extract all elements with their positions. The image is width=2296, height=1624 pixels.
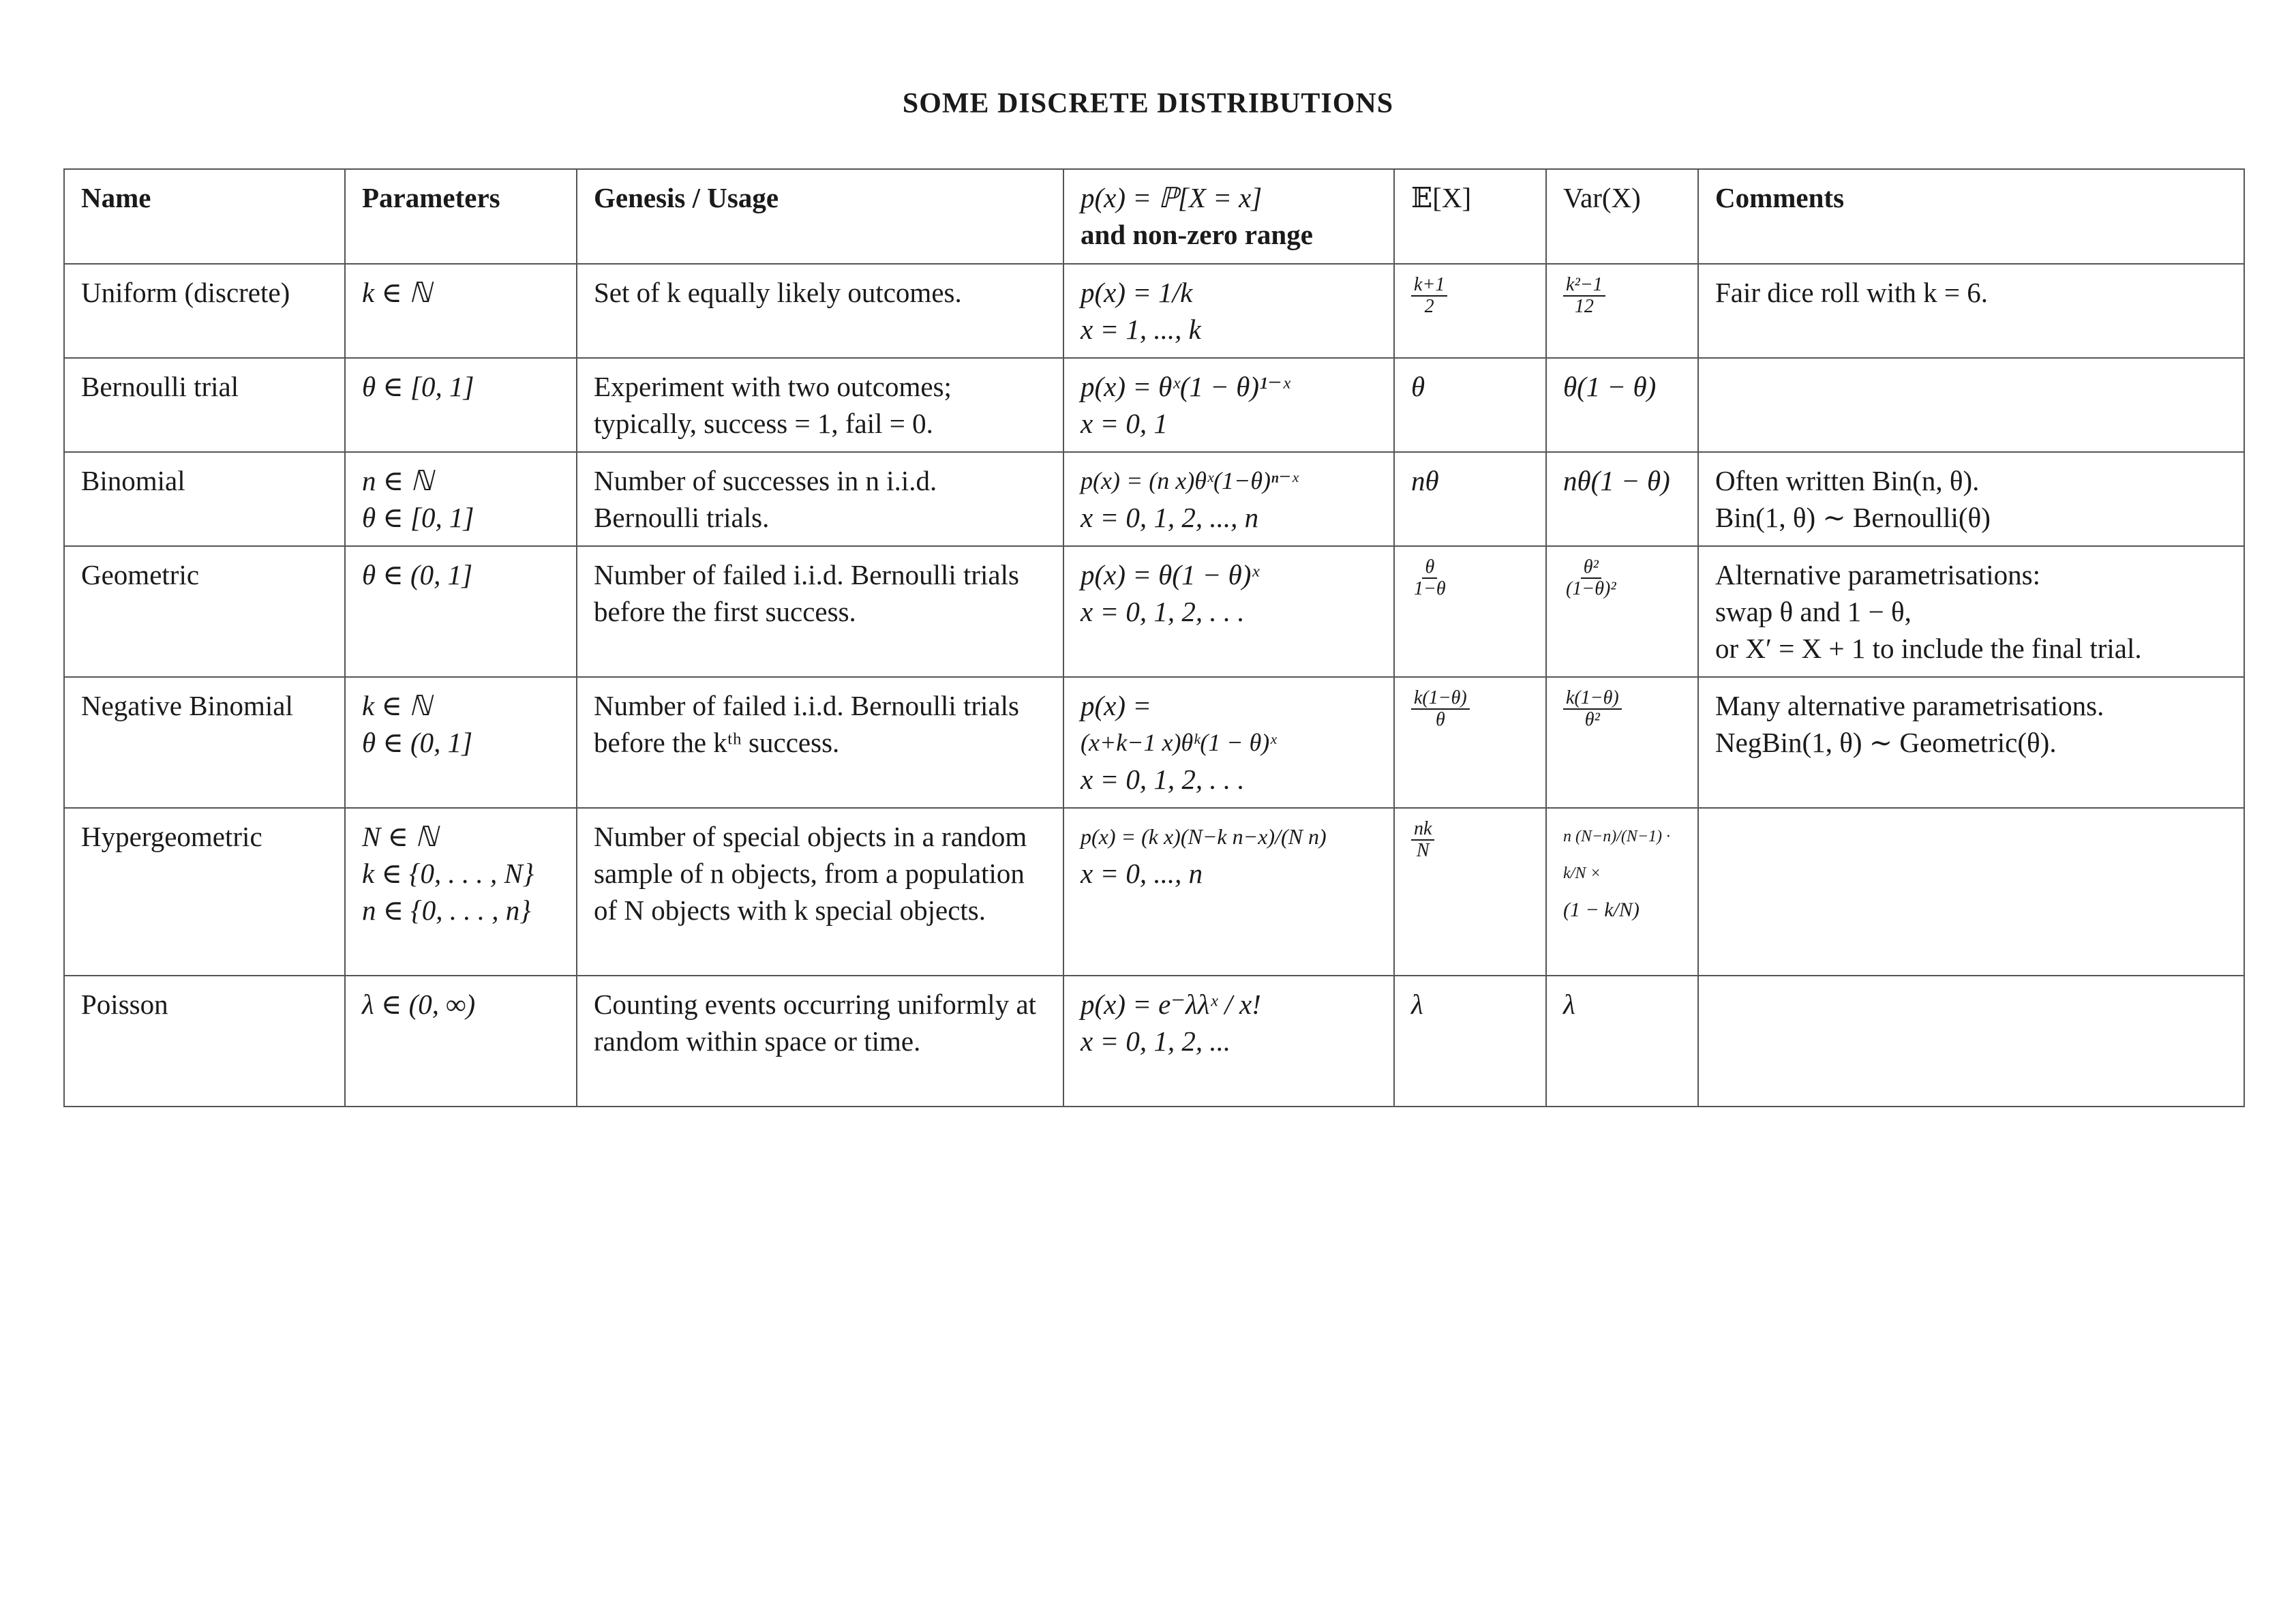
fraction: $\frac{k(1-\theta)}{\theta}$	[1411, 688, 1470, 730]
header-variance: Var(X)	[1546, 169, 1698, 264]
dist-mean: θ	[1394, 358, 1546, 452]
table-row	[64, 358, 2244, 452]
dist-name: Poisson	[64, 976, 345, 1107]
dist-name: Hypergeometric	[64, 808, 345, 976]
dist-pmf: p(x) = (x+k−1 x)θᵏ(1 − θ)ˣ x = 0, 1, 2, . . .	[1063, 677, 1394, 808]
dist-pmf: p(x) = (n x)θˣ(1−θ)ⁿ⁻ˣ x = 0, 1, 2, ..., n	[1063, 452, 1394, 546]
dist-genesis: Number of failed i.i.d. Bernoulli trials before the kᵗʰ success.	[577, 677, 1063, 808]
dist-pmf: p(x) = θ(1 − θ)ˣ x = 0, 1, 2, . . .	[1063, 546, 1394, 677]
header-comments: Comments	[1698, 169, 2244, 264]
table-row	[64, 808, 2244, 976]
table-row	[64, 976, 2244, 1107]
dist-variance: nθ(1 − θ)	[1546, 452, 1698, 546]
distributions-table	[63, 168, 2245, 1107]
dist-comments	[1698, 358, 2244, 452]
dist-mean	[1394, 546, 1546, 677]
dist-variance: λ	[1546, 976, 1698, 1107]
document-title: SOME DISCRETE DISTRIBUTIONS	[902, 88, 1394, 119]
dist-genesis: Set of k equally likely outcomes.	[577, 264, 1063, 358]
dist-comments: Often written Bin(n, θ). Bin(1, θ) ∼ Bernoulli(θ)	[1698, 452, 2244, 546]
header-mean: 𝔼[X]	[1394, 169, 1546, 264]
table-row	[64, 264, 2244, 358]
dist-mean: nθ	[1394, 452, 1546, 546]
table-row	[64, 452, 2244, 546]
dist-name: Geometric	[64, 546, 345, 677]
dist-pmf: p(x) = (k x)(N−k n−x)/(N n) x = 0, ..., n	[1063, 808, 1394, 976]
dist-params: θ ∈ (0, 1]	[345, 546, 577, 677]
fraction: $\frac{k+1}{2}$	[1411, 275, 1447, 317]
fraction: $\frac{k(1-\theta)}{\text{θ²}}$	[1563, 688, 1622, 730]
dist-comments: Fair dice roll with k = 6.	[1698, 264, 2244, 358]
header-pmf	[1063, 169, 1394, 264]
dist-name: Uniform (discrete)	[64, 264, 345, 358]
dist-genesis: Counting events occurring uniformly at random within space or time.	[577, 976, 1063, 1107]
fraction: $\frac{\text{θ²}}{\text{(1−θ)²}}$	[1566, 556, 1616, 599]
dist-genesis: Number of special objects in a random sample of n objects, from a population of N objects with k special objects.	[577, 808, 1063, 976]
dist-variance: n (N−n)/(N−1) · k/N × (1 − k/N)	[1546, 808, 1698, 976]
fraction: $\frac{nk}{N}$	[1411, 819, 1434, 861]
header-pmf-formula: p(x) = ℙ[X = x]	[1081, 182, 1263, 213]
dist-params: n ∈ ℕ θ ∈ [0, 1]	[345, 452, 577, 546]
dist-pmf: p(x) = e⁻λλˣ / x! x = 0, 1, 2, ...	[1063, 976, 1394, 1107]
dist-params: k ∈ ℕ θ ∈ (0, 1]	[345, 677, 577, 808]
dist-comments	[1698, 808, 2244, 976]
dist-name: Bernoulli trial	[64, 358, 345, 452]
dist-genesis: Number of failed i.i.d. Bernoulli trials before the first success.	[577, 546, 1063, 677]
dist-params: θ ∈ [0, 1]	[345, 358, 577, 452]
dist-comments: Many alternative parametrisations. NegBin(1, θ) ∼ Geometric(θ).	[1698, 677, 2244, 808]
dist-comments: Alternative parametrisations: swap θ and 1 − θ, or X′ = X + 1 to include the final trial.	[1698, 546, 2244, 677]
dist-mean	[1394, 677, 1546, 808]
header-name: Name	[64, 169, 345, 264]
dist-variance	[1546, 546, 1698, 677]
dist-variance: θ(1 − θ)	[1546, 358, 1698, 452]
table-row	[64, 677, 2244, 808]
dist-mean: λ	[1394, 976, 1546, 1107]
dist-name: Negative Binomial	[64, 677, 345, 808]
dist-genesis: Experiment with two outcomes; typically, success = 1, fail = 0.	[577, 358, 1063, 452]
dist-variance	[1546, 677, 1698, 808]
dist-pmf: p(x) = θˣ(1 − θ)¹⁻ˣ x = 0, 1	[1063, 358, 1394, 452]
dist-params: λ ∈ (0, ∞)	[345, 976, 577, 1107]
table-row	[64, 546, 2244, 677]
dist-name: Binomial	[64, 452, 345, 546]
header-genesis: Genesis / Usage	[577, 169, 1063, 264]
dist-variance	[1546, 264, 1698, 358]
fraction: $\frac{\text{k²−1}}{12}$	[1563, 275, 1605, 317]
dist-comments	[1698, 976, 2244, 1107]
fraction: $\frac{\theta}{1-\theta}$	[1414, 556, 1446, 599]
header-pmf-range: and non-zero range	[1081, 219, 1313, 250]
dist-params: k ∈ ℕ	[345, 264, 577, 358]
dist-genesis: Number of successes in n i.i.d. Bernoulli trials.	[577, 452, 1063, 546]
dist-params: N ∈ ℕ k ∈ {0, . . . , N} n ∈ {0, . . . , n}	[345, 808, 577, 976]
header-row	[64, 169, 2244, 264]
dist-mean	[1394, 264, 1546, 358]
dist-pmf: p(x) = 1/k x = 1, ..., k	[1063, 264, 1394, 358]
header-parameters: Parameters	[345, 169, 577, 264]
dist-mean	[1394, 808, 1546, 976]
